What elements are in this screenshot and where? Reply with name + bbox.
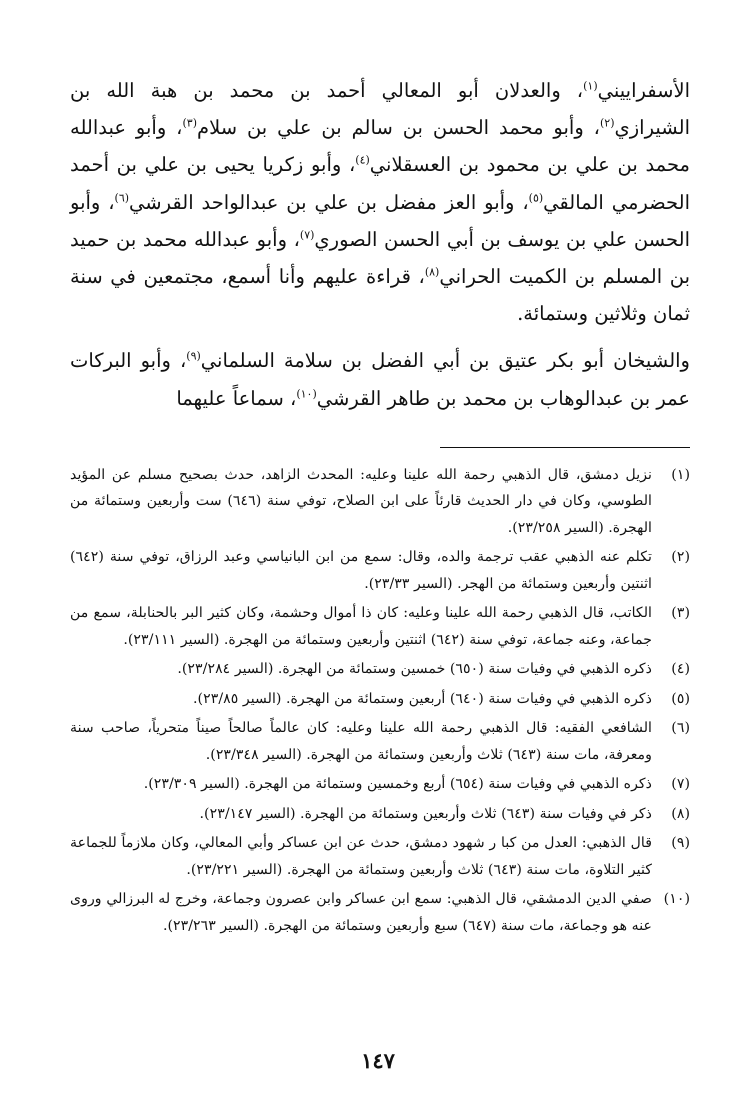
body-text: ، قراءة عليهم وأنا أسمع، مجتمعين في سنة ثمان وثلاثين وستمائة. xyxy=(70,265,690,326)
footnote xyxy=(70,830,690,883)
footnote-text: الشافعي الفقيه: قال الذهبي رحمة الله علينا وعليه: كان عالماً صالحاً صيناً متحرياً، صاحب سنة ومعرفة، مات سنة (٦٤٣) ثلاث وأربعين وستمائة من الهجرة. (السير ٢٣/٣٤٨). xyxy=(70,720,652,763)
footnote xyxy=(70,801,690,828)
footnote-text: صفي الدين الدمشقي، قال الذهبي: سمع ابن عساكر وابن عصرون وجماعة، وخرج له البرزالي وروى عنه هو وجماعة، مات سنة (٦٤٧) سبع وأربعين وستمائة من الهجرة. (السير ٢٣/٢٦٣). xyxy=(70,891,652,934)
footnote xyxy=(70,715,690,768)
footnote-marker[interactable]: (٩) xyxy=(186,349,201,363)
footnote-number: (٢) xyxy=(671,549,690,566)
footnote-marker[interactable]: (٧) xyxy=(299,228,315,242)
footnote-marker[interactable]: (٦) xyxy=(114,191,130,205)
footnote-text: ذكره الذهبي في وفيات سنة (٦٤٠) أربعين وستمائة من الهجرة. (السير ٢٣/٨٥). xyxy=(193,690,652,707)
body-text: ، وأبو الحسن علي بن يوسف بن أبي الحسن الصوري xyxy=(70,190,691,251)
footnote-marker[interactable]: (١٠) xyxy=(296,387,317,401)
footnote-text: قال الذهبي: العدل من كبا ر شهود دمشق، حدث عن ابن عساكر وأبي المعالي، وكان ملازماً للجماعة كثير التلاوة، مات سنة (٦٤٣) ثلاث وأربعين وستمائة من الهجرة. (السير ٢٣/٢٢١). xyxy=(70,835,652,878)
footnote xyxy=(70,686,690,713)
footnote-text: ذكر في وفيات سنة (٦٤٣) ثلاث وأربعين وستمائة من الهجرة. (السير ٢٣/١٤٧). xyxy=(199,805,652,822)
page-number: ١٤٧ xyxy=(361,1048,395,1073)
footnote-number: (٥) xyxy=(671,690,690,707)
body-text: ، والعدلان أبو المعالي أحمد بن محمد بن هبة الله بن الشيرازي xyxy=(70,79,690,140)
footnote-marker[interactable]: (٣) xyxy=(182,116,197,130)
footnote-number: (٣) xyxy=(671,605,690,622)
page-content xyxy=(70,72,690,942)
footnote xyxy=(70,462,690,542)
footnote-number: (٤) xyxy=(671,661,690,678)
footnotes-list xyxy=(70,462,690,940)
footnote-marker[interactable]: (٨) xyxy=(424,265,440,279)
footnote-marker[interactable]: (٤) xyxy=(355,153,370,167)
footnote-text: ذكره الذهبي في وفيات سنة (٦٥٠) خمسين وستمائة من الهجرة. (السير ٢٣/٢٨٤). xyxy=(177,661,652,678)
footnote-number: (١٠) xyxy=(663,891,690,908)
body-text: ، وأبو زكريا يحيى بن علي بن أحمد الحضرمي المالقي xyxy=(70,153,691,214)
footnote-text: الكاتب، قال الذهبي رحمة الله علينا وعليه: كان ذا أموال وحشمة، وكان كثير البر بالحنابلة، سمع من جماعة، وعنه جماعة، توفي سنة (٦٤٢) اثنتين وأربعين وستمائة من الهجرة. (السير ٢٣/١١١). xyxy=(70,605,652,648)
footnote-number: (٩) xyxy=(671,835,690,852)
body-text: ، وأبو عبدالله محمد بن علي بن محمود بن العسقلاني xyxy=(70,116,690,177)
footnote xyxy=(70,656,690,683)
body-text: والشيخان أبو بكر عتيق بن أبي الفضل بن سلامة السلماني xyxy=(200,349,690,373)
footnote-number: (٦) xyxy=(671,720,690,737)
footnote xyxy=(70,600,690,653)
footnote xyxy=(70,544,690,597)
footnote-marker[interactable]: (٢) xyxy=(599,116,615,130)
body-text: الأسفراييني xyxy=(597,79,690,102)
footnote xyxy=(70,886,690,939)
body-text: ، وأبو العز مفضل بن علي بن عبدالواحد القرشي xyxy=(129,190,529,214)
body-text: ، وأبو البركات عمر بن عبدالوهاب بن محمد بن طاهر القرشي xyxy=(70,349,690,410)
body-text: ، وأبو عبدالله محمد بن حميد بن المسلم بن الكميت الحراني xyxy=(70,227,690,289)
footnote xyxy=(70,771,690,798)
footnote-number: (١) xyxy=(671,466,690,483)
footnote-number: (٧) xyxy=(671,776,690,793)
body-paragraph xyxy=(70,72,690,332)
footnote-number: (٨) xyxy=(671,805,690,822)
body-text: ، وأبو محمد الحسن بن سالم بن علي بن سلام xyxy=(197,116,600,140)
body-paragraph xyxy=(70,342,690,416)
footnote-marker[interactable]: (٥) xyxy=(528,191,544,205)
footnote-divider xyxy=(440,447,690,448)
footnote-text: نزيل دمشق، قال الذهبي رحمة الله علينا وعليه: المحدث الزاهد، حدث بصحيح مسلم عن المؤيد الطوسي، وكان في دار الحديث قارئاً على ابن الصلاح، توفي سنة (٦٤٦) ست وأربعين وستمائة من الهجرة. (السير ٢٣/٢٥٨). xyxy=(70,466,652,536)
footnote-text: تكلم عنه الذهبي عقب ترجمة والده، وقال: سمع من ابن البانياسي وعبد الرزاق، توفي سنة (٦٤٢) اثنتين وأربعين وستمائة من الهجر. (السير ٢٣/٣٣). xyxy=(70,549,652,592)
footnote-text: ذكره الذهبي في وفيات سنة (٦٥٤) أربع وخمسين وستمائة من الهجرة. (السير ٢٣/٣٠٩). xyxy=(143,776,652,793)
footnote-marker[interactable]: (١) xyxy=(583,79,598,93)
main-text xyxy=(70,72,690,417)
body-text: ، سماعاً عليهما xyxy=(176,386,297,410)
